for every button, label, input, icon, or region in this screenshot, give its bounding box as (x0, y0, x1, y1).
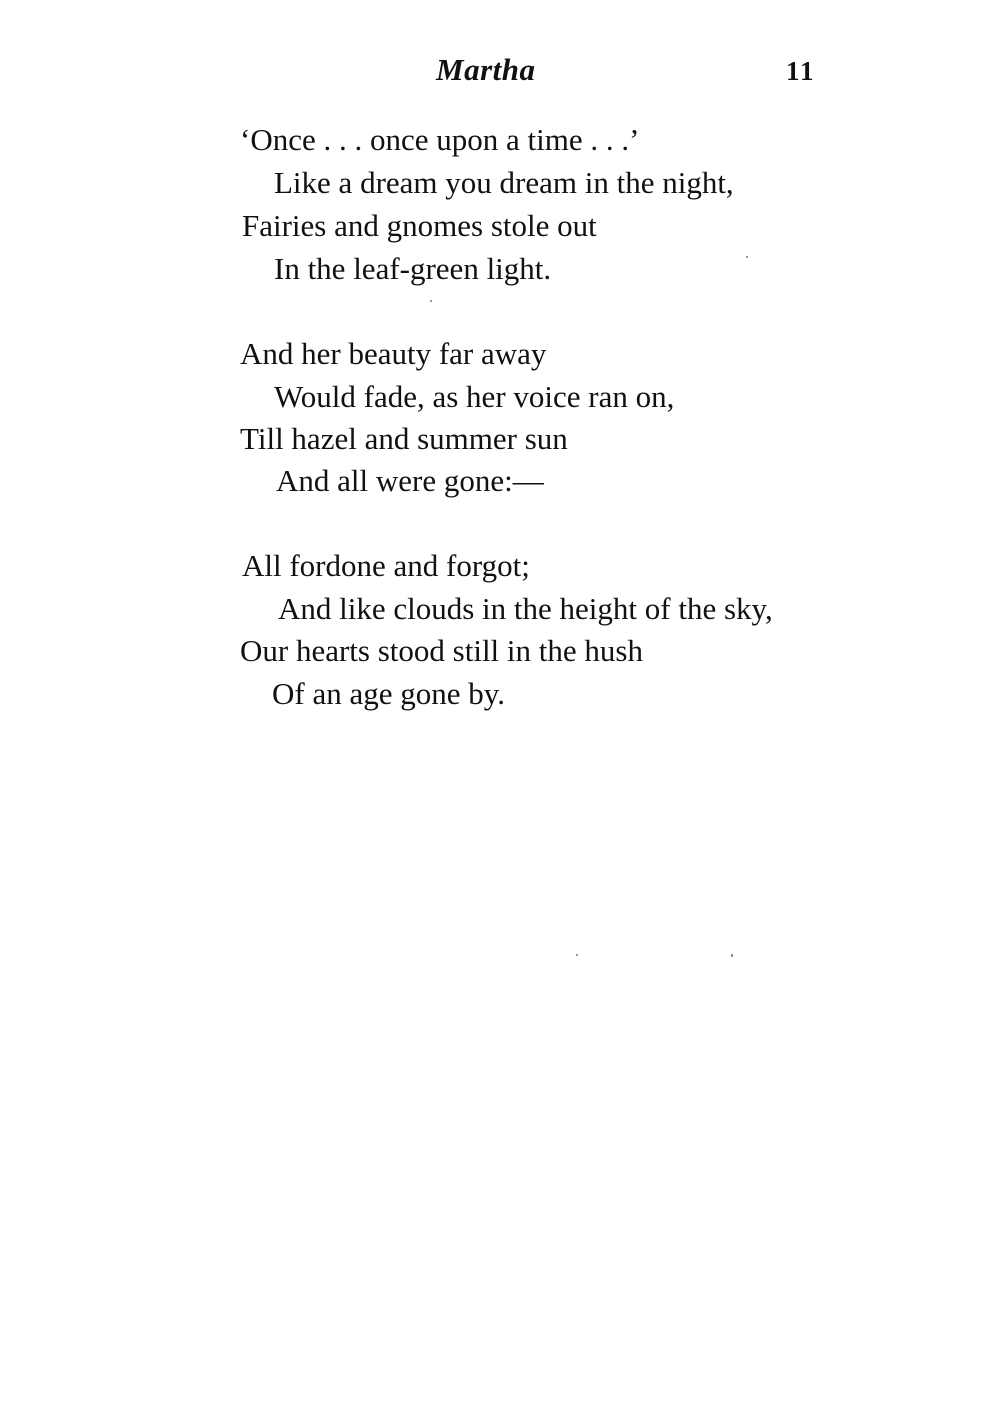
paper-speck (576, 954, 578, 956)
poem-line: Like a dream you dream in the night, (274, 165, 734, 200)
poem-line: And her beauty far away (240, 336, 547, 371)
poem-line: Fairies and gnomes stole out (242, 208, 597, 243)
poem-line: Our hearts stood still in the hush (240, 633, 643, 668)
poem-line: All fordone and forgot; (242, 548, 530, 583)
page-header (0, 0, 1000, 110)
poem-line: In the leaf-green light. (274, 251, 552, 286)
poem-line: Till hazel and summer sun (240, 421, 568, 456)
poem-line: ‘Once . . . once upon a time . . .’ (240, 122, 640, 157)
paper-speck (430, 300, 432, 302)
poem-line: Of an age gone by. (272, 676, 505, 711)
poem-line: Would fade, as her voice ran on, (274, 379, 675, 414)
poem-line: And all were gone:— (276, 463, 544, 498)
paper-speck (731, 954, 733, 957)
running-title: Martha (436, 52, 536, 87)
poem-line: And like clouds in the height of the sky, (278, 591, 773, 626)
page-number: 11 (786, 56, 816, 86)
paper-speck (746, 256, 748, 258)
